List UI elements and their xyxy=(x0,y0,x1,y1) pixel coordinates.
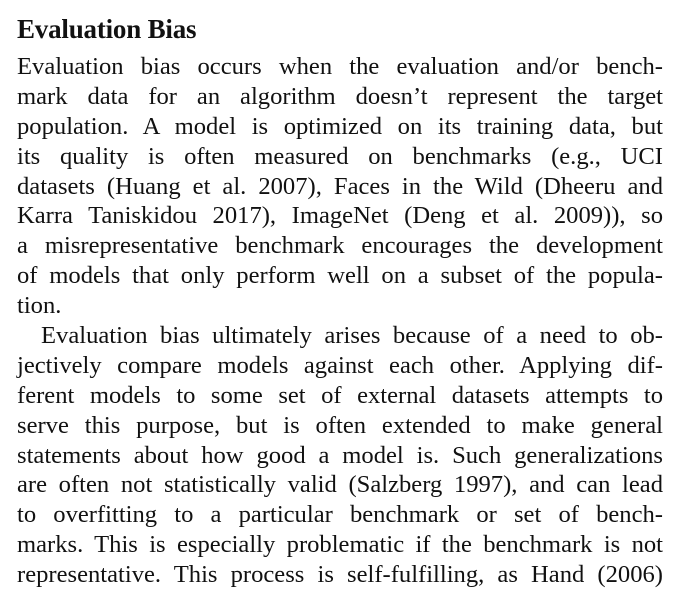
text-line: mark data for an algorithm doesn’t represent the target xyxy=(17,82,663,110)
text-line: Evaluation bias occurs when the evaluation and/or bench- xyxy=(17,53,663,80)
text-line: are often not statistically valid (Salzberg 1997), and can lead xyxy=(17,471,663,499)
text-line: tion. xyxy=(17,292,62,320)
text-line: Karra Taniskidou 2017), ImageNet (Deng et al. 2009)), so xyxy=(17,202,663,230)
text-line: Evaluation bias ultimately arises because of a need to ob- xyxy=(41,322,663,350)
paragraph-1 xyxy=(17,52,663,321)
text-line: of models that only perform well on a subset of the popula- xyxy=(17,262,663,290)
text-line: to overfitting to a particular benchmark or set of bench- xyxy=(17,501,663,529)
text-line: datasets (Huang et al. 2007), Faces in the Wild (Dheeru and xyxy=(17,172,663,200)
text-line: serve this purpose, but is often extended to make general xyxy=(17,411,663,439)
text-line: its quality is often measured on benchmarks (e.g., UCI xyxy=(17,142,663,170)
text-line: marks. This is especially problematic if the benchmark is not xyxy=(17,531,663,559)
text-line: population. A model is optimized on its training data, but xyxy=(17,112,663,140)
text-line: jectively compare models against each other. Applying dif- xyxy=(17,351,663,379)
text-line: ferent models to some set of external datasets attempts to xyxy=(17,381,663,409)
text-line: a misrepresentative benchmark encourages the development xyxy=(17,232,663,260)
paragraph-2 xyxy=(17,321,663,590)
text-line: statements about how good a model is. Such generalizations xyxy=(17,441,663,469)
paper-page xyxy=(17,10,663,590)
text-line: representative. This process is self-fulfilling, as Hand (2006) xyxy=(17,561,663,589)
section-heading: Evaluation Bias xyxy=(17,14,197,44)
